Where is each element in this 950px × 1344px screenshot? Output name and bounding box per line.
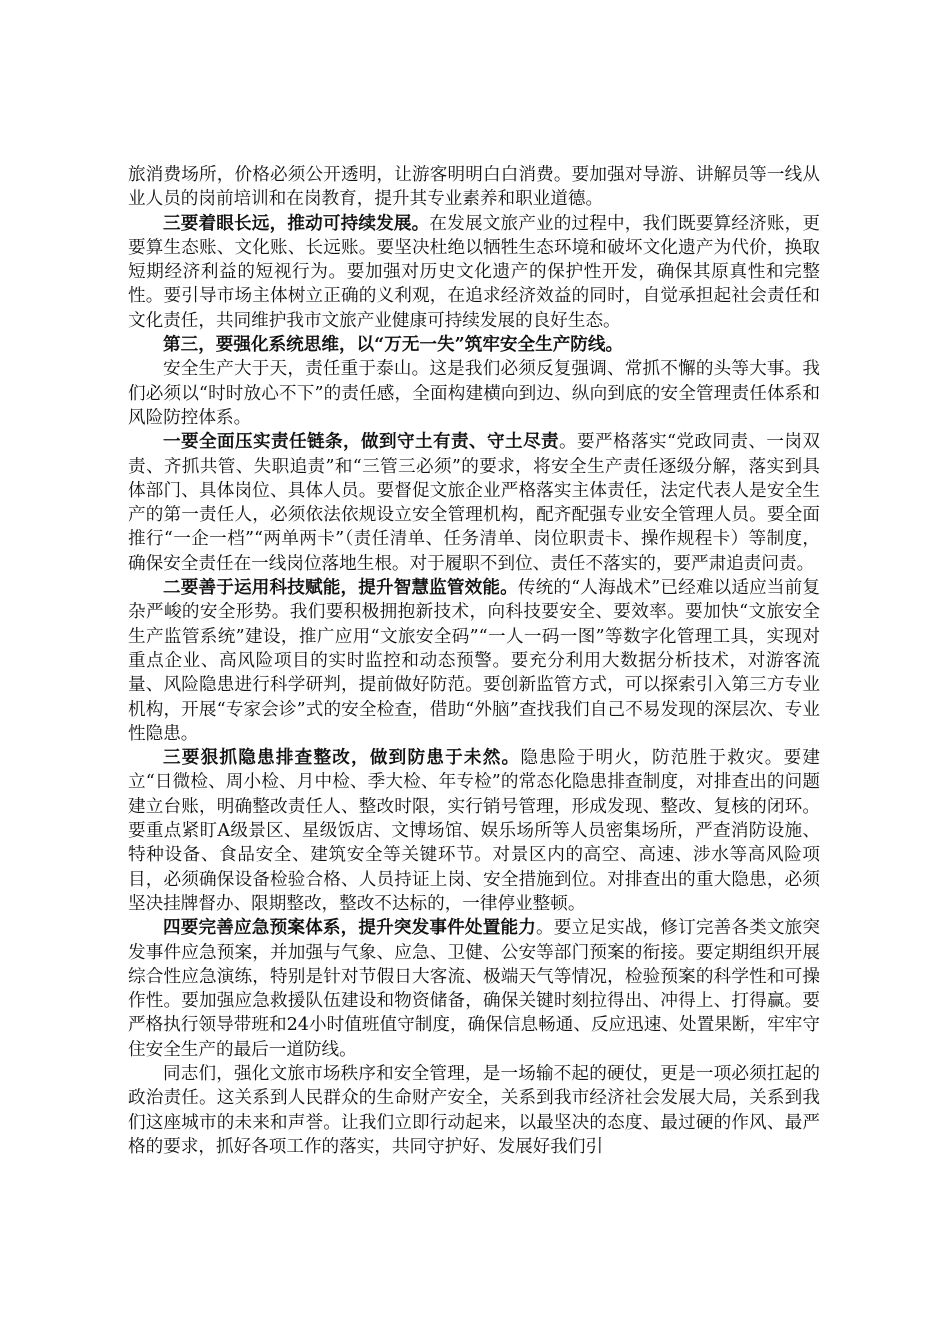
paragraph-lead-heading: 一要全面压实责任链条，做到守土有责、守土尽责 <box>163 431 559 453</box>
paragraph-market-order-ending <box>128 163 820 212</box>
paragraph-text: 传统的“人海战术”已经难以适应当前复杂严峻的安全形势。我们要积极拥抱新技术，向科技要安全、要效率。要加快“文旅安全生产监管系统”建设，推广应用“文旅安全码”“一人一码一图”等数字化管理工具，实现对重点企业、高风险项目的实时监控和动态预警。要充分利用大数据分析技术，对游客流量、风险隐患进行科学研判，提前做好防范。要创新监管方式，可以探索引入第三方专业机构，开展“专家会诊”式的安全检查，借助“外脑”查找我们自己不易发现的深层次、专业性隐患。 <box>128 578 820 744</box>
paragraph-text: 在发展文旅产业的过程中，我们既要算经济账，更要算生态账、文化账、长远账。要坚决杜绝以牺牲生态环境和破坏文化遗产为代价，换取短期经济利益的短视行为。要加强对历史文化遗产的保护性开发，确保其原真性和完整性。要引导市场主体树立正确的义利观，在追求经济效益的同时，自觉承担起社会责任和文化责任，共同维护我市文旅产业健康可持续发展的良好生态。 <box>128 213 820 331</box>
section-heading-safety <box>128 333 820 357</box>
paragraph-hazard-inspection <box>128 746 820 916</box>
document-body <box>128 163 820 1159</box>
paragraph-text: 同志们，强化文旅市场秩序和安全管理，是一场输不起的硬仗，更是一项必须扛起的政治责任。这关系到人民群众的生命财产安全，关系到我市经济社会发展大局，关系到我们这座城市的未来和声誉。让我们立即行动起来，以最坚决的态度、最过硬的作风、最严格的要求，抓好各项工作的落实，共同守护好、发展好我们引 <box>128 1063 820 1157</box>
paragraph-lead-heading: 四要完善应急预案体系，提升突发事件处置能力 <box>163 917 536 939</box>
paragraph-smart-supervision <box>128 576 820 746</box>
paragraph-text: 。要立足实战，修订完善各类文旅突发事件应急预案，并加强与气象、应急、卫健、公安等部门预案的衔接。要定期组织开展综合性应急演练，特别是针对节假日大客流、极端天气等情况，检验预案的科学性和可操作性。要加强应急救援队伍建设和物资储备，确保关键时刻拉得出、冲得上、打得赢。要严格执行领导带班和24小时值班值守制度，确保信息畅通、反应迅速、处置果断，牢牢守住安全生产的最后一道防线。 <box>128 918 820 1060</box>
paragraph-sustainable-development <box>128 212 820 333</box>
paragraph-lead-heading: 二要善于运用科技赋能，提升智慧监管效能。 <box>163 577 518 599</box>
paragraph-closing <box>128 1062 820 1159</box>
paragraph-text: 隐患险于明火，防范胜于救灾。要建立“日微检、周小检、月中检、季大检、年专检”的常态化隐患排查制度，对排查出的问题建立台账，明确整改责任人、整改时限，实行销号管理，形成发现、整改、复核的闭环。要重点紧盯A级景区、星级饭店、文博场馆、娱乐场所等人员密集场所，严查消防设施、特种设备、食品安全、建筑安全等关键环节。对景区内的高空、高速、涉水等高风险项目，必须确保设备检验合格、人员持证上岗、安全措施到位。对排查出的重大隐患，必须坚决挂牌督办、限期整改，整改不达标的，一律停业整顿。 <box>128 748 820 914</box>
section-heading-text: 第三，要强化系统思维，以“万无一失”筑牢安全生产防线。 <box>163 334 624 356</box>
paragraph-lead-heading: 三要着眼长远，推动可持续发展。 <box>163 212 430 234</box>
paragraph-text: 。要严格落实“党政同责、一岗双责、齐抓共管、失职追责”和“三管三必须”的要求，将安全生产责任逐级分解，落实到具体部门、具体岗位、具体人员。要督促文旅企业严格落实主体责任，法定代表人是安全生产的第一责任人，必须依法依规设立安全管理机构，配齐配强专业安全管理人员。要全面推行“一企一档”“两单两卡”（责任清单、任务清单、岗位职责卡、操作规程卡）等制度，确保安全责任在一线岗位落地生根。对于履职不到位、责任不落实的，要严肃追责问责。 <box>128 432 820 574</box>
paragraph-responsibility-chain <box>128 430 820 576</box>
paragraph-text: 安全生产大于天，责任重于泰山。这是我们必须反复强调、常抓不懈的头等大事。我们必须以“时时放心不下”的责任感，全面构建横向到边、纵向到底的安全管理责任体系和风险防控体系。 <box>128 359 820 428</box>
paragraph-emergency-plan <box>128 916 820 1062</box>
paragraph-text: 旅消费场所，价格必须公开透明，让游客明明白白消费。要加强对导游、讲解员等一线从业人员的岗前培训和在岗教育，提升其专业素养和职业道德。 <box>128 165 820 210</box>
paragraph-safety-intro <box>128 357 820 430</box>
paragraph-lead-heading: 三要狠抓隐患排查整改，做到防患于未然。 <box>163 747 521 769</box>
